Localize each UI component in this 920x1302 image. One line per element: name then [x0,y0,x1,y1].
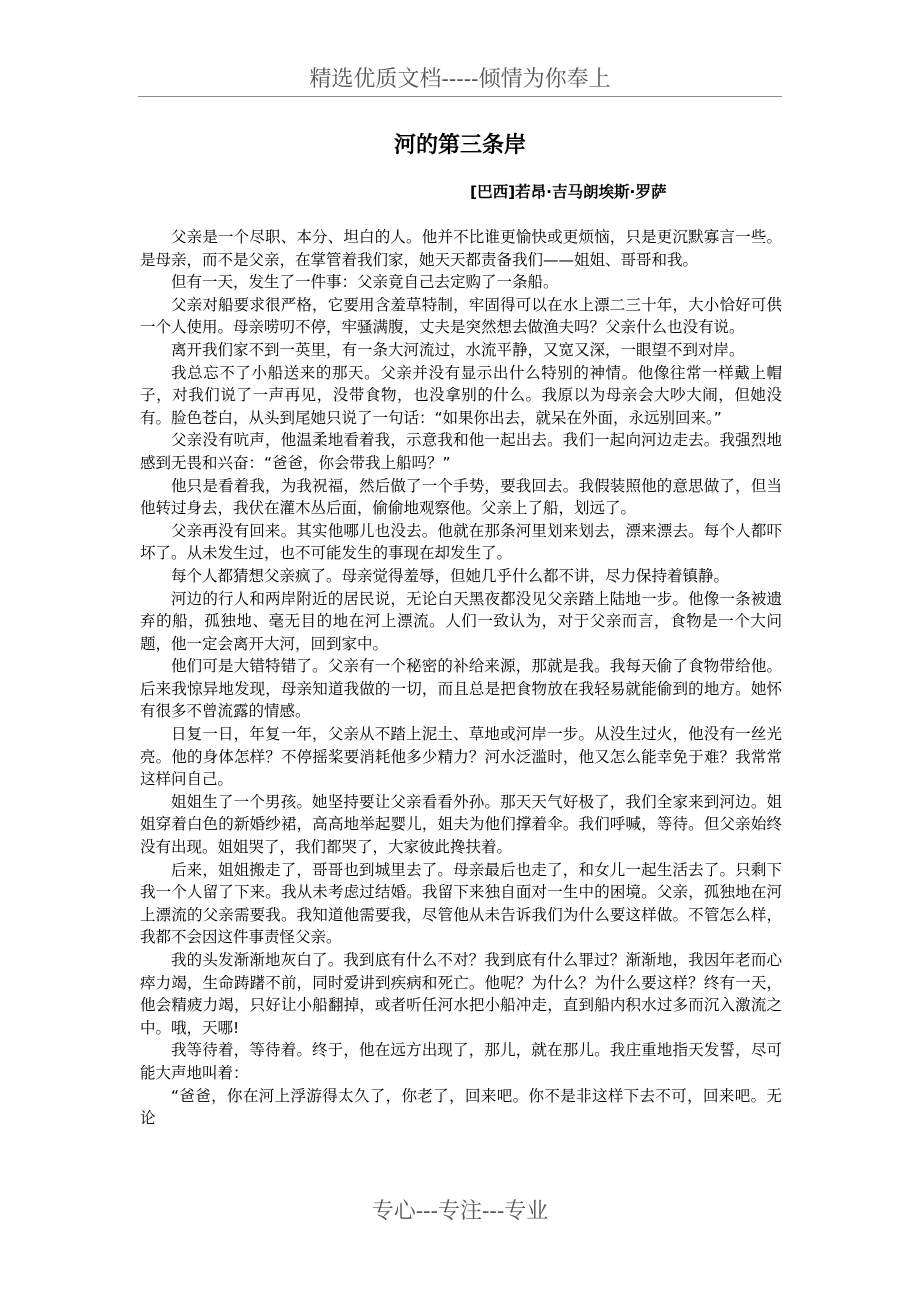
paragraph: 我的头发渐渐地灰白了。我到底有什么不对？我到底有什么罪过？渐渐地，我因年老而心瘁力竭，生命踌躇不前，同时爱讲到疾病和死亡。他呢？为什么？为什么要这样？终有一天，他会精疲力竭，只好让小船翻掉，或者听任河水把小船冲走，直到船内积水过多而沉入激流之中。哦，天哪! [140,951,782,1037]
paragraph: 我等待着，等待着。终于，他在远方出现了，那儿，就在那儿。我庄重地指天发誓，尽可能大声地叫着： [140,1041,782,1082]
paragraph: 离开我们家不到一英里，有一条大河流过，水流平静，又宽又深，一眼望不到对岸。 [171,340,745,359]
paragraph: 父亲是一个尽职、本分、坦白的人。他并不比谁更愉快或更烦恼，只是更沉默寡言一些。是母亲，而不是父亲，在掌管着我们家，她天天都责备我们——姐姐、哥哥和我。 [140,228,782,269]
article-body [140,226,782,1176]
paragraph: 他们可是大错特错了。父亲有一个秘密的补给来源，那就是我。我每天偷了食物带给他。后来我惊异地发现，母亲知道我做的一切，而且总是把食物放在我轻易就能偷到的地方。她怀有很多不曾流露的情感。 [140,657,782,721]
paragraph: 但有一天，发生了一件事：父亲竟自己去定购了一条船。 [171,273,559,292]
paragraph: 父亲没有吭声，他温柔地看着我，示意我和他一起出去。我们一起向河边走去。我强烈地感到无畏和兴奋：“爸爸，你会带我上船吗？” [140,431,782,472]
paragraph: 河边的行人和两岸附近的居民说，无论白天黑夜都没见父亲踏上陆地一步。他像一条被遗弃的船，孤独地、毫无目的地在河上漂流。人们一致认为，对于父亲而言，食物是一个大问题，他一定会离开大河，回到家中。 [140,589,782,653]
paragraph: 父亲对船要求很严格，它要用含羞草特制，牢固得可以在水上漂二三十年，大小恰好可供一个人使用。母亲唠叨不停，牢骚满腹，丈夫是突然想去做渔夫吗？父亲什么也没有说。 [140,295,782,337]
paragraph: 日复一日，年复一年，父亲从不踏上泥土、草地或河岸一步。从没生过火，他没有一丝光亮。他的身体怎样？不停摇桨要消耗他多少精力？河水泛滥时，他又怎么能幸免于难？我常常这样问自己。 [140,725,782,789]
article-author: [巴西]若昂·吉马朗埃斯·罗萨 [470,183,667,201]
page-header: 精选优质文档-----倾情为你奉上 [309,67,611,92]
paragraph: “爸爸，你在河上浮游得太久了，你老了，回来吧。你不是非这样下去不可，回来吧。无论 [140,1086,782,1128]
paragraph: 后来，姐姐搬走了，哥哥也到城里去了。母亲最后也走了，和女儿一起生活去了。只剩下我一个人留了下来。我从未考虑过结婚。我留下来独自面对一生中的困境。父亲，孤独地在河上漂流的父亲需要我。我知道他需要我，尽管他从未告诉我们为什么要这样做。不管怎么样，我都不会因这件事责怪父亲。 [140,860,782,947]
paragraph: 父亲再没有回来。其实他哪儿也没去。他就在那条河里划来划去，漂来漂去。每个人都吓坏了。从未发生过，也不可能发生的事现在却发生了。 [140,521,782,563]
article-title: 河的第三条岸 [393,133,526,158]
page-footer: 专心---专注---专业 [371,1199,549,1224]
header-divider [138,96,782,97]
paragraph: 每个人都猜想父亲疯了。母亲觉得羞辱，但她几乎什么都不讲，尽力保持着镇静。 [171,566,730,585]
paragraph: 他只是看着我，为我祝福，然后做了一个手势，要我回去。我假装照他的意思做了，但当他转过身去，我伏在灌木丛后面，偷偷地观察他。父亲上了船，划远了。 [140,476,782,518]
paragraph: 姐姐生了一个男孩。她坚持要让父亲看看外孙。那天天气好极了，我们全家来到河边。姐姐穿着白色的新婚纱裙，高高地举起婴儿，姐夫为他们撑着伞。我们呼喊，等待。但父亲始终没有出现。姐姐哭了，我们都哭了，大家彼此搀扶着。 [140,792,782,857]
paragraph: 我总忘不了小船送来的那天。父亲并没有显示出什么特别的神情。他像往常一样戴上帽子，对我们说了一声再见，没带食物，也没拿别的什么。我原以为母亲会大吵大闹，但她没有。脸色苍白，从头到尾她只说了一句话：“如果你出去，就呆在外面，永远别回来。” [140,363,782,427]
